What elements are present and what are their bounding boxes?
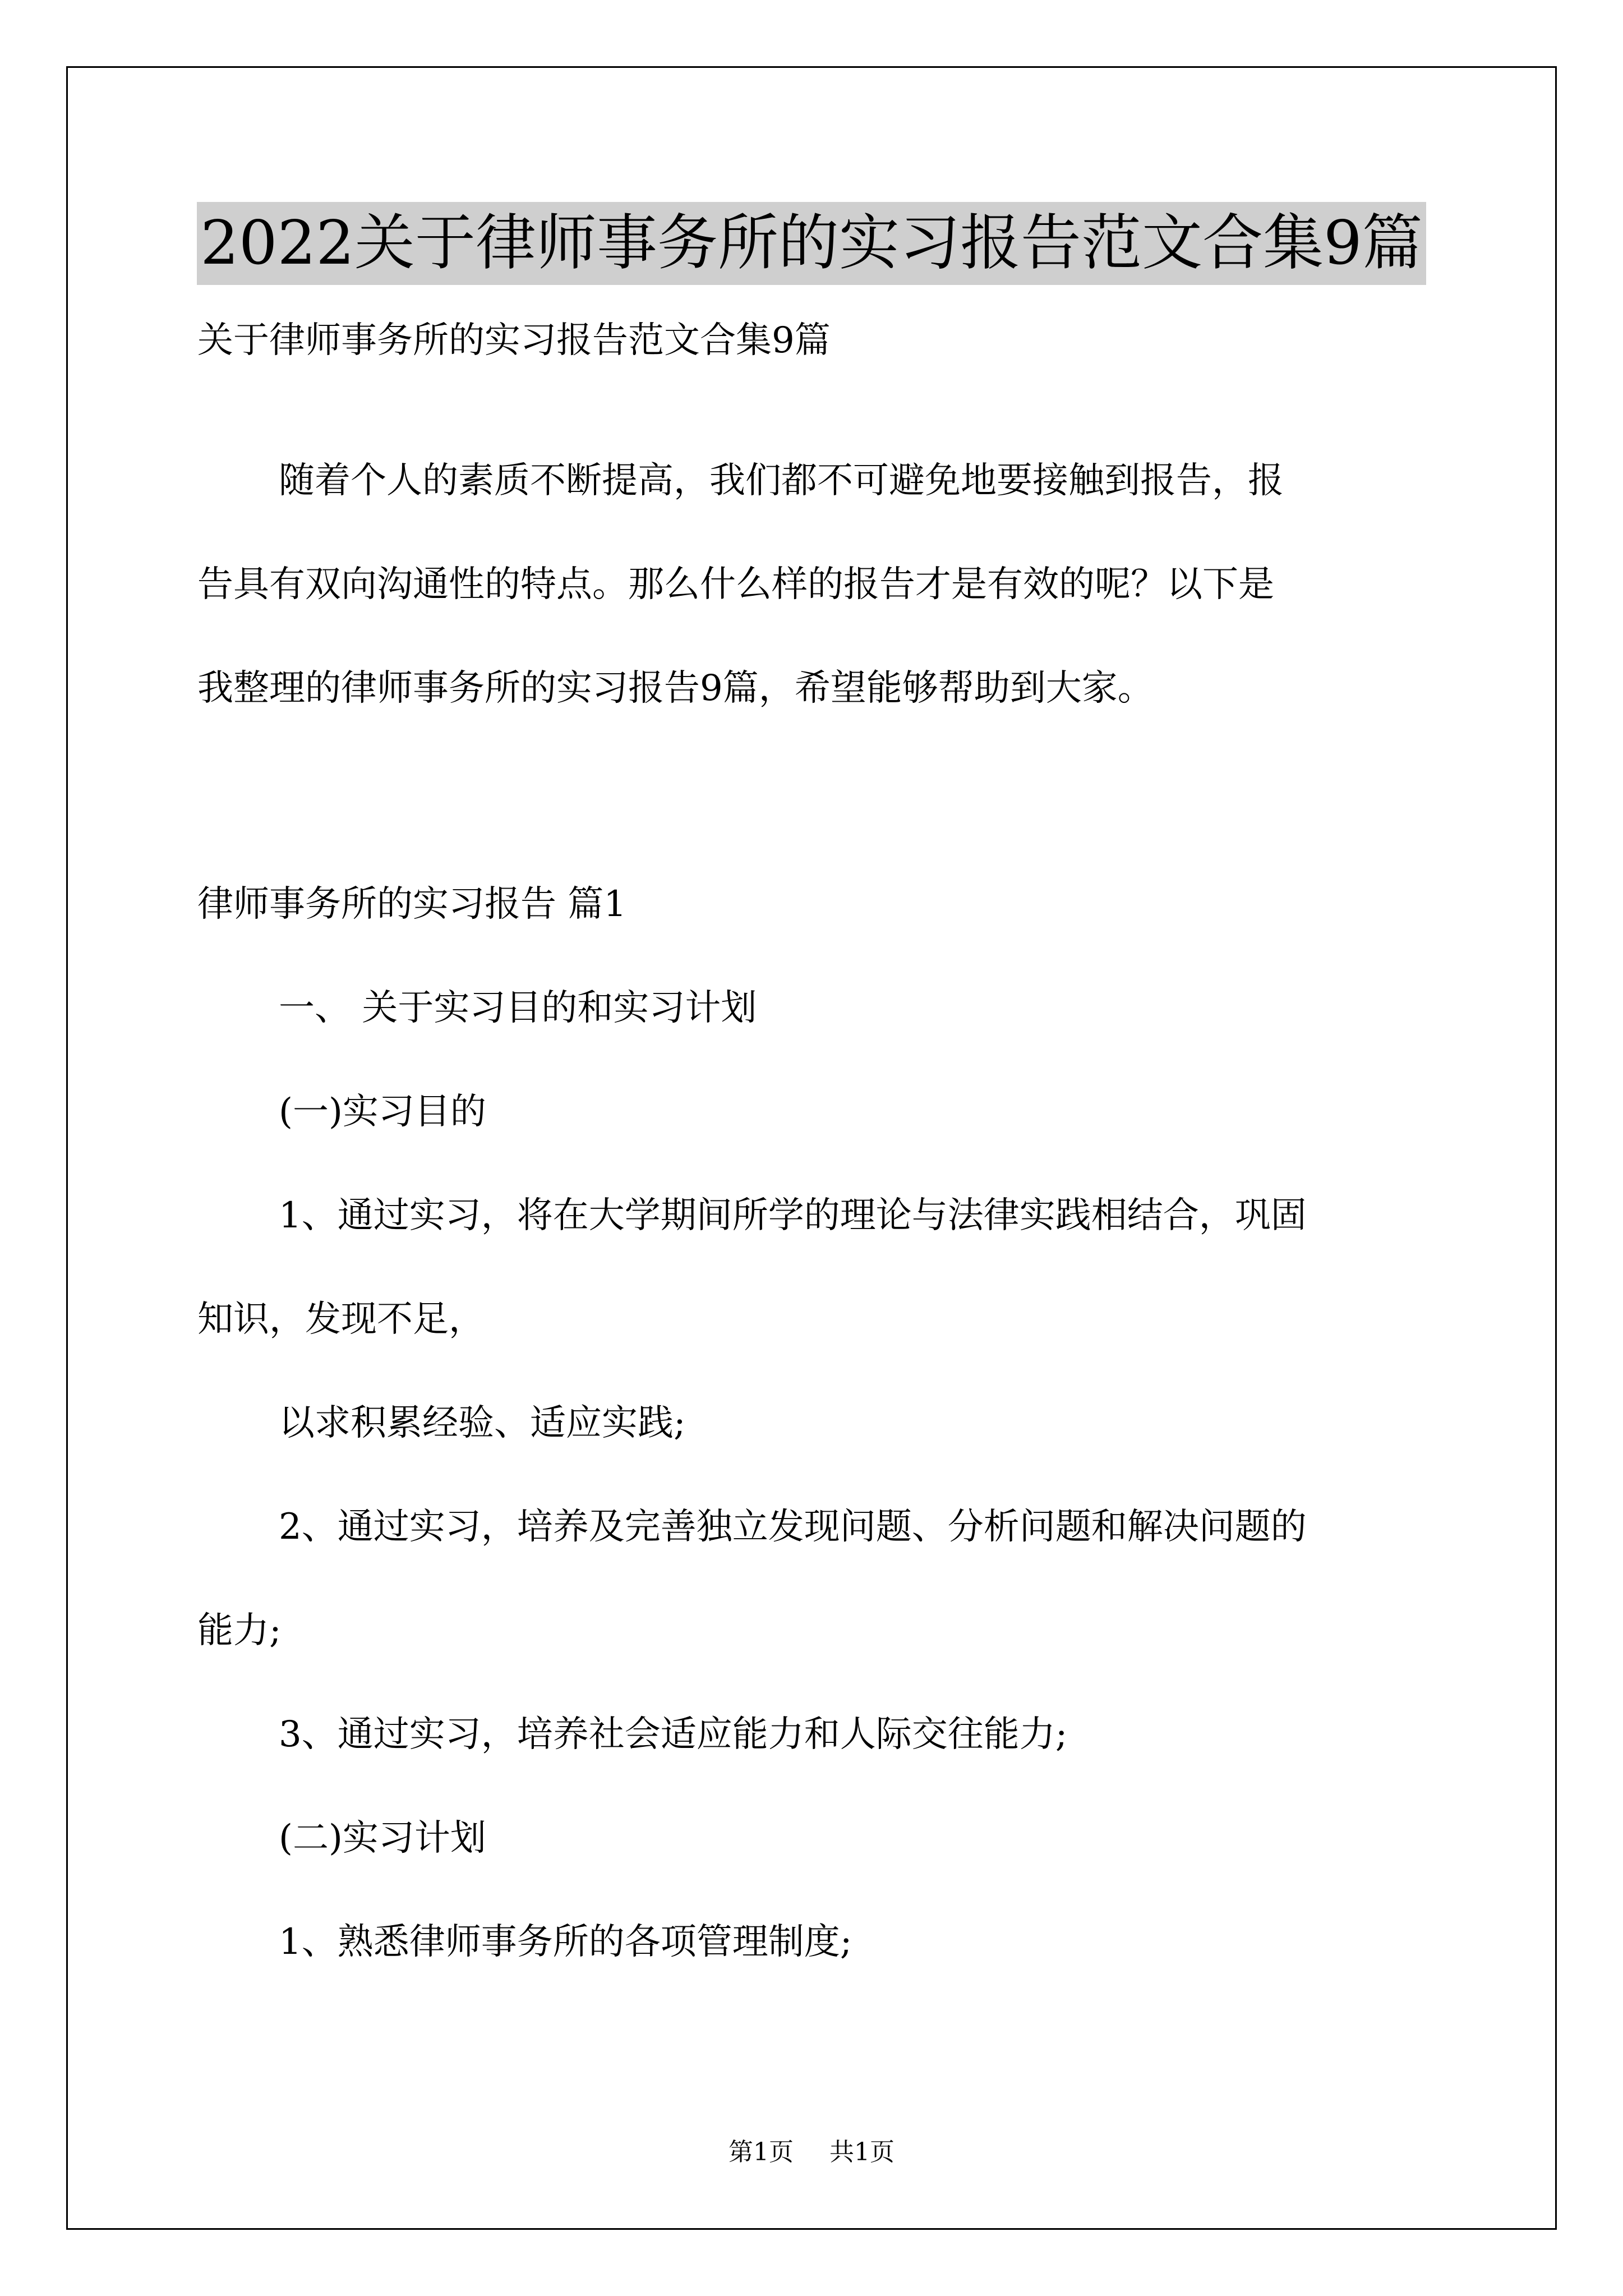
part-one-heading: 一、 关于实习目的和实习计划 xyxy=(279,987,757,1029)
intro-line-2: 告具有双向沟通性的特点。那么什么样的报告才是有效的呢？以下是 xyxy=(197,564,1274,605)
plan-item-1: 1、熟悉律师事务所的各项管理制度; xyxy=(279,1921,852,1963)
intro-line-3: 我整理的律师事务所的实习报告9篇，希望能够帮助到大家。 xyxy=(197,668,1154,709)
item2-line-2: 能力; xyxy=(197,1610,282,1651)
item1-line-3: 以求积累经验、适应实践; xyxy=(279,1402,686,1444)
page-number-total: 共1页 xyxy=(829,2138,895,2166)
intro-line-1: 随着个人的素质不断提高，我们都不可避免地要接触到报告，报 xyxy=(279,460,1284,501)
item1-line-1: 1、通过实习，将在大学期间所学的理论与法律实践相结合，巩固 xyxy=(279,1195,1307,1236)
section-heading: 律师事务所的实习报告 篇1 xyxy=(197,884,627,925)
page-number-current: 第1页 xyxy=(728,2138,794,2166)
page-footer xyxy=(0,2132,1623,2168)
page-border xyxy=(66,66,1557,2230)
sub-heading-purpose: (一)实习目的 xyxy=(279,1091,486,1133)
item1-line-2: 知识，发现不足， xyxy=(197,1299,485,1340)
document-title: 2022关于律师事务所的实习报告范文合集9篇 xyxy=(197,202,1426,285)
item2-line-1: 2、通过实习，培养及完善独立发现问题、分析问题和解决问题的 xyxy=(279,1506,1307,1548)
sub-heading-plan: (二)实习计划 xyxy=(279,1818,486,1859)
title-container xyxy=(0,202,1623,285)
item3-line: 3、通过实习，培养社会适应能力和人际交往能力; xyxy=(279,1714,1068,1755)
document-subtitle: 关于律师事务所的实习报告范文合集9篇 xyxy=(197,320,831,361)
